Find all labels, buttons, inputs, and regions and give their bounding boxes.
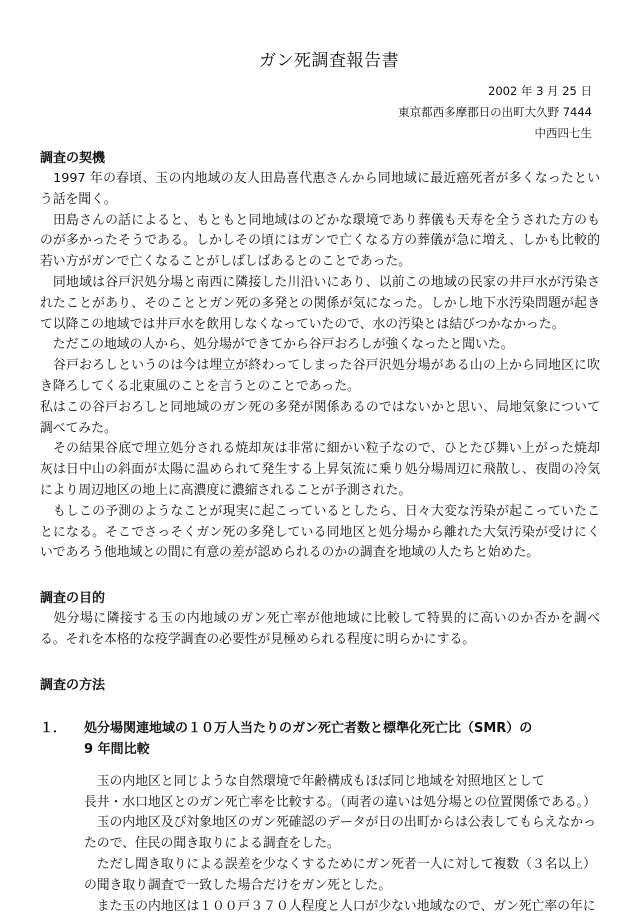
author-address: 東京都西多摩郡日の出町大久野 7444 xyxy=(398,105,592,119)
paragraph: 処分場に隣接する玉の内地域のガン死亡率が他地域に比較して特異的に高いのか否かを調べる。それを本格的な疫学調査の必要性が見極められる程度に明らかにする。 xyxy=(40,611,600,647)
item-title xyxy=(84,718,532,760)
report-date: 2002 年 3 月 25 日 xyxy=(488,84,592,98)
author-name: 中西四七生 xyxy=(534,126,592,140)
document-meta xyxy=(40,81,600,144)
paragraph: 谷戸おろしというのは今は埋立が終わってしまった谷戸沢処分場がある山の上から同地区に吹き降ろしてくる北東風のことを言うとのことであった。 xyxy=(40,358,600,394)
item-title-line1: 処分場関連地域の１０万人当たりのガン死亡者数と標準化死亡比（SMR）の xyxy=(84,720,533,736)
paragraph: 長井・水口地区とのガン死亡率を比較する。（両者の違いは処分場との位置関係である。） xyxy=(84,794,596,810)
item-title-line2: 9 年間比較 xyxy=(84,741,150,757)
paragraph: 同地域は谷戸沢処分場と南西に隣接した川沿いにあり、以前この地域の民家の井戸水が汚染されたことがあり、そのこととガン死の多発との関係が気になった。しかし地下水汚染問題が起きて以降この地域では井戸水を飲用しなくなっていたので、水の汚染とは結びつかなかった。 xyxy=(40,274,600,332)
paragraph: 1997 年の春頃、玉の内地域の友人田島喜代惠さんから同地域に最近癌死者が多くなったという話を聞く。 xyxy=(40,171,600,207)
paragraph: 田島さんの話によると、もともと同地域はのどかな環境であり葬儀も天寿を全うされた方のものが多かったそうである。しかしその頃にはガンで亡くなる方の葬儀が急に増え、しかも比較的若い方がガンで亡くなることがしばしばあるとのことであった。 xyxy=(40,212,600,270)
method-item-1 xyxy=(40,718,600,760)
paragraph: また玉の内地区は１００戸３７０人程度と人口が少ない地域なので、ガン死亡率の年に xyxy=(84,898,596,914)
section-heading-method: 調査の方法 xyxy=(40,677,106,693)
method-item-1-body xyxy=(40,772,600,917)
item-number: １． xyxy=(40,720,67,736)
paragraph: ただし聞き取りによる誤差を少なくするためにガン死者一人に対して複数（３名以上）の聞き取り調査で一致した場合だけをガン死とした。 xyxy=(84,856,596,893)
section-heading-purpose: 調査の目的 xyxy=(40,591,106,607)
document-title: ガン死調査報告書 xyxy=(259,51,399,71)
paragraph: 私はこの谷戸おろしと同地域のガン死の多発が関係あるのではないかと思い、局地気象について調べてみた。 xyxy=(40,399,600,436)
paragraph: もしこの予測のようなことが現実に起こっているとしたら、日々大変な汚染が起こっていたことになる。そこでさっそくガン死の多発している同地区と処分場から離れた大気汚染が受けにくいであろう他地域との間に有意の差が認められるのかの調査を地域の人たちと始めた。 xyxy=(40,503,600,561)
section-heading-motive: 調査の契機 xyxy=(40,151,106,166)
paragraph: ただこの地域の人から、処分場ができてから谷戸おろしが強くなったと聞いた。 xyxy=(40,337,514,353)
paragraph: 玉の内地区及び対象地区のガン死確認のデータが日の出町からは公表してもらえなかったので、住民の聞き取りによる調査をした。 xyxy=(84,815,596,852)
paragraph: 玉の内地区と同じような自然環境で年齢構成もほぼ同じ地域を対照地区として xyxy=(84,773,545,789)
paragraph: その結果谷底で埋立処分される焼却灰は非常に細かい粒子なので、ひとたび舞い上がった焼却灰は日中山の斜面が太陽に温められて発生する上昇気流に乗り処分場周辺に飛散し、夜間の冷気により周辺地区の地上に高濃度に濃縮されることが予測された。 xyxy=(40,441,600,498)
